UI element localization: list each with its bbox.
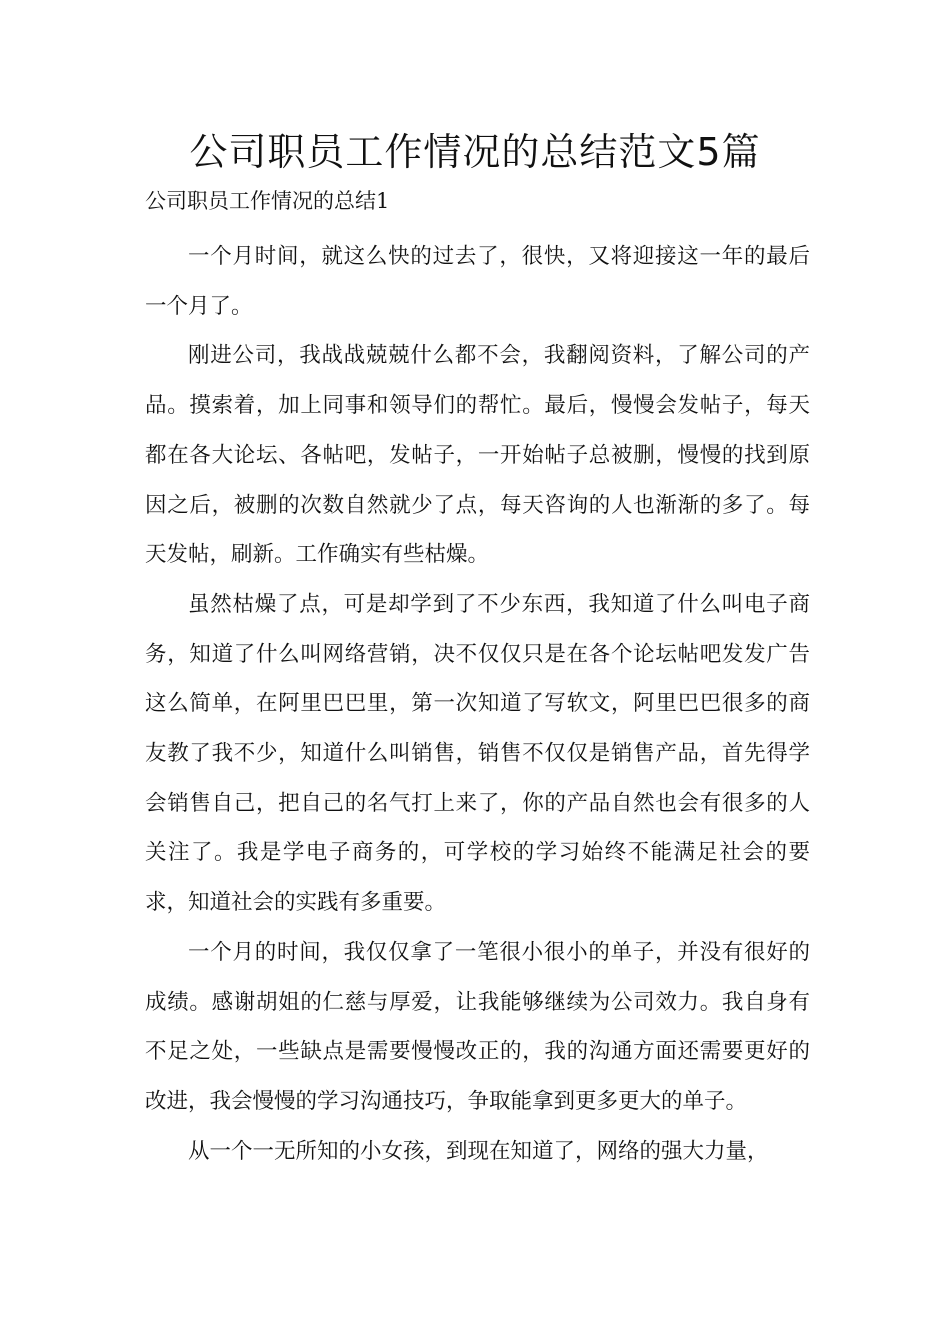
paragraph-1: 一个月时间，就这么快的过去了，很快，又将迎接这一年的最后一个月了。 bbox=[145, 244, 810, 319]
document-body bbox=[145, 232, 810, 1176]
paragraph-4: 一个月的时间，我仅仅拿了一笔很小很小的单子，并没有很好的成绩。感谢胡姐的仁慈与厚爱，让我能够继续为公司效力。我自身有不足之处，一些缺点是需要慢慢改正的，我的沟通方面还需要更好的改进，我会慢慢的学习沟通技巧，争取能拿到更多更大的单子。 bbox=[145, 939, 810, 1114]
paragraph-5: 从一个一无所知的小女孩，到现在知道了，网络的强大力量， bbox=[188, 1138, 769, 1164]
paragraph-2: 刚进公司，我战战兢兢什么都不会，我翻阅资料，了解公司的产品。摸索着，加上同事和领导们的帮忙。最后，慢慢会发帖子，每天都在各大论坛、各帖吧，发帖子，一开始帖子总被删，慢慢的找到原因之后，被删的次数自然就少了点，每天咨询的人也渐渐的多了。每天发帖，刷新。工作确实有些枯燥。 bbox=[145, 343, 810, 568]
paragraph-3: 虽然枯燥了点，可是却学到了不少东西，我知道了什么叫电子商务，知道了什么叫网络营销，决不仅仅只是在各个论坛帖吧发发广告这么简单，在阿里巴巴里，第一次知道了写软文，阿里巴巴很多的商友教了我不少，知道什么叫销售，销售不仅仅是销售产品，首先得学会销售自己，把自己的名气打上来了，你的产品自然也会有很多的人关注了。我是学电子商务的，可学校的学习始终不能满足社会的要求，知道社会的实践有多重要。 bbox=[145, 591, 810, 916]
document-title: 公司职员工作情况的总结范文5篇 bbox=[189, 130, 761, 174]
section-heading: 公司职员工作情况的总结1 bbox=[145, 189, 390, 213]
